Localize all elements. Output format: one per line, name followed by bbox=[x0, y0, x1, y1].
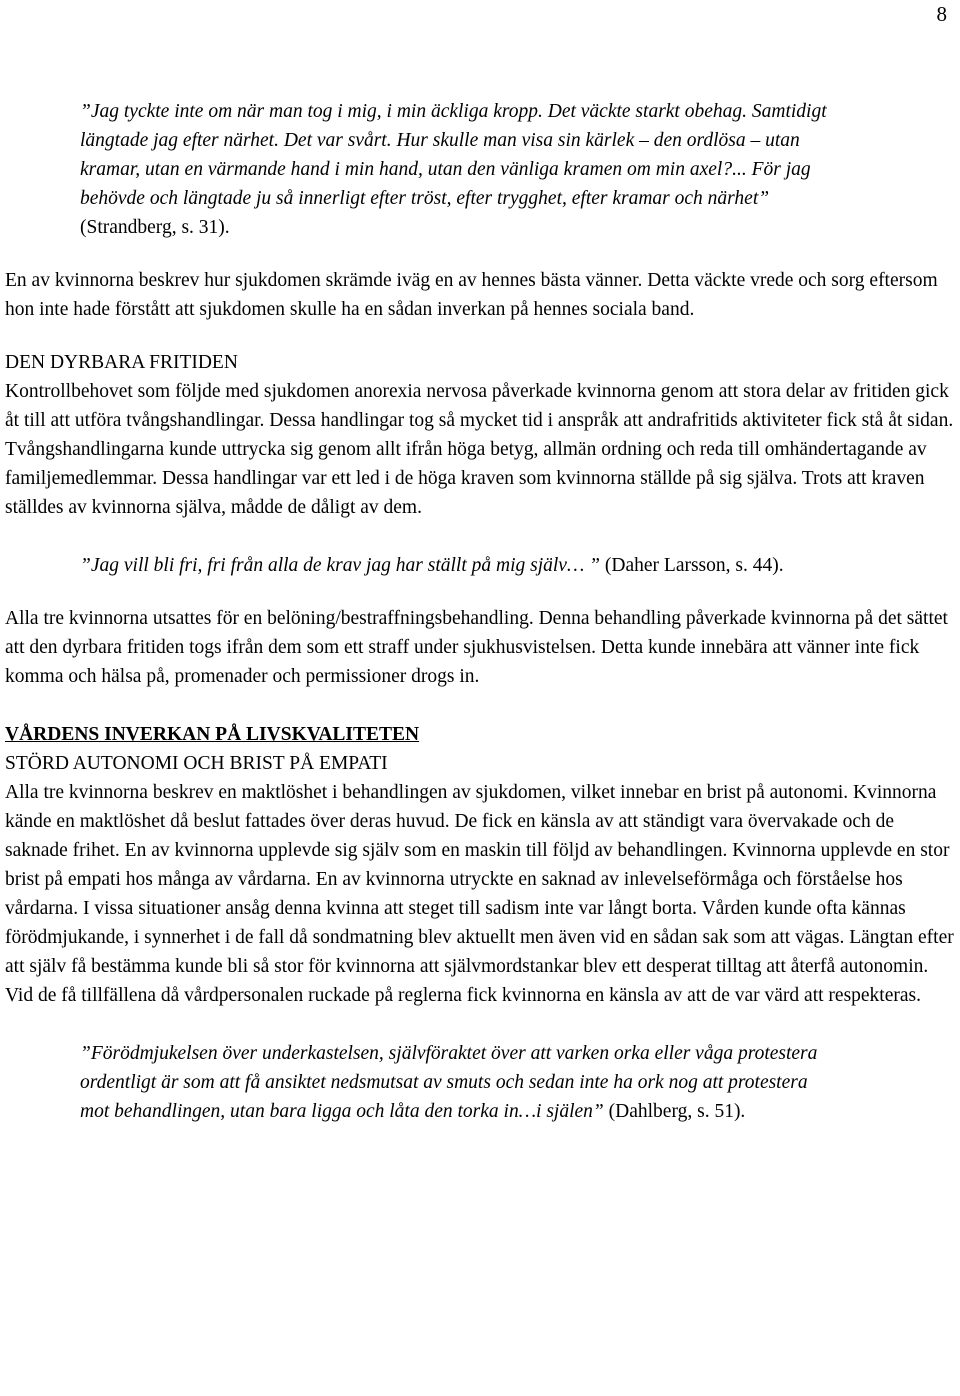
paragraph-friend-loss: En av kvinnorna beskrev hur sjukdomen skrämde iväg en av hennes bästa vänner. Detta väckte vrede och sorg eftersom hon inte hade förstått att sjukdomen skulle ha en sådan inverkan på hennes sociala band. bbox=[5, 270, 938, 320]
block-quote-strandberg bbox=[80, 97, 838, 242]
quote-citation: (Daher Larsson, s. 44). bbox=[600, 555, 784, 576]
document-body bbox=[5, 97, 958, 1126]
page-number: 8 bbox=[936, 2, 947, 26]
paragraph-autonomi: Alla tre kvinnorna beskrev en maktlöshet i behandlingen av sjukdomen, vilket innebar en brist på autonomi. Kvinnorna kände en maktlöshet då beslut fattades över deras huvud. De fick en känsla av att ständigt vara övervakade och de saknade frihet. En av kvinnorna upplevde sig själv som en maskin till följd av behandlingen. Kvinnorna upplevde en stor brist på empati hos många av vårdarna. En av kvinnorna utryckte en saknad av inlevelseförmåga och förståelse hos vårdarna. I vissa situationer ansåg denna kvinna att steget till sadism inte var långt borta. Vården kunde ofta kännas förödmjukande, i synnerhet i de fall då sondmatning blev aktuellt men även vid en sådan sak som att vägas. Längtan efter att själv få bestämma kunde bli så stor för kvinnorna att självmordstankar blev ett desperat tilltag att återfå autonomin. Vid de få tillfällena då vårdpersonalen ruckade på reglerna fick kvinnorna en känsla av att de var värd att respekteras. bbox=[5, 782, 954, 1006]
sub-heading-autonomi: STÖRD AUTONOMI OCH BRIST PÅ EMPATI bbox=[5, 753, 388, 774]
block-quote-dahlberg bbox=[80, 1039, 828, 1126]
main-heading-text: VÅRDENS INVERKAN PÅ LIVSKVALITETEN bbox=[5, 724, 420, 745]
quote-text: ”Jag tyckte inte om när man tog i mig, i min äckliga kropp. Det väckte starkt obehag. Samtidigt längtade jag efter närhet. Det var svårt. Hur skulle man visa sin kärlek – den ordlösa – utan kramar, utan en värmande hand i min hand, utan den vänliga kramen om min axel?... För jag behövde och längtade ju så innerligt efter tröst, efter trygghet, efter kramar och närhet” bbox=[80, 101, 827, 209]
quote-citation: (Dahlberg, s. 51). bbox=[603, 1101, 746, 1122]
section-heading-fritiden: DEN DYRBARA FRITIDEN bbox=[5, 352, 238, 373]
quote-text: ”Förödmjukelsen över underkastelsen, självföraktet över att varken orka eller våga protestera ordentligt är som att få ansiktet nedsmutsat av smuts och sedan inte ha ork nog att protestera mot behandlingen, utan bara ligga och låta den torka in…i själen” bbox=[80, 1043, 818, 1122]
paragraph-belonings-behandling: Alla tre kvinnorna utsattes för en belöning/bestraffningsbehandling. Denna behandling påverkade kvinnorna på det sättet att den dyrbara fritiden togs ifrån dem som ett straff under sjukhusvistelsen. Detta kunde innebära att vänner inte fick komma och hälsa på, promenader och permissioner drogs in. bbox=[5, 608, 948, 687]
block-quote-daher-larsson bbox=[80, 551, 858, 580]
paragraph-fritiden: Kontrollbehovet som följde med sjukdomen anorexia nervosa påverkade kvinnorna genom att stora delar av fritiden gick åt till att utföra tvångshandlingar. Dessa handlingar tog så mycket tid i anspråk att andrafritids aktiviteter fick stå åt sidan. Tvångshandlingarna kunde uttrycka sig genom allt ifrån höga betyg, allmän ordning och reda till omhändertagande av familjemedlemmar. Dessa handlingar var ett led i de höga kraven som kvinnorna ställde på sig själva. Trots att kraven ställdes av kvinnorna själva, mådde de dåligt av dem. bbox=[5, 381, 954, 518]
main-heading-varden bbox=[5, 720, 958, 749]
quote-text: ”Jag vill bli fri, fri från alla de krav jag har ställt på mig själv… ” bbox=[80, 555, 601, 576]
quote-citation: (Strandberg, s. 31). bbox=[80, 217, 230, 238]
